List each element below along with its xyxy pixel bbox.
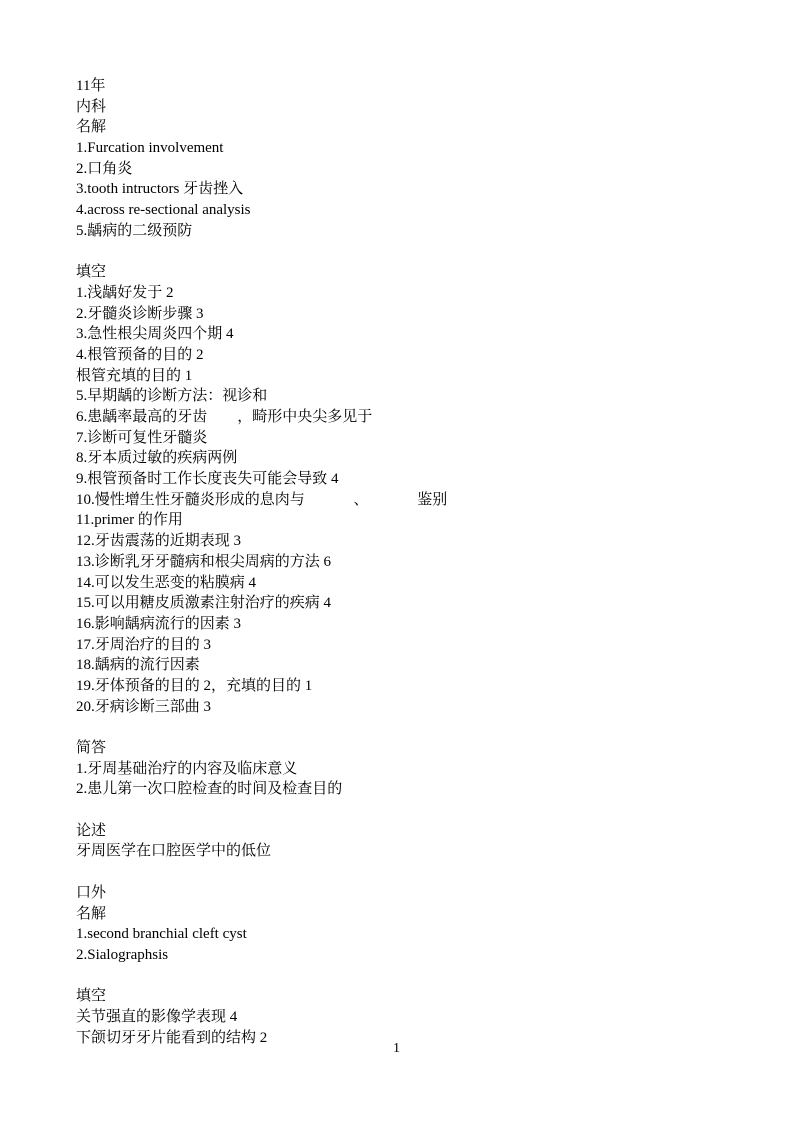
text-line: 5.龋病的二级预防 bbox=[76, 222, 193, 239]
text-line: 名解 bbox=[76, 905, 107, 922]
section bbox=[76, 262, 447, 717]
document-body bbox=[76, 76, 447, 1048]
text-line: 13.诊断乳牙牙髓病和根尖周病的方法 6 bbox=[76, 553, 332, 570]
section bbox=[76, 738, 447, 800]
text-line: 关节强直的影像学表现 4 bbox=[76, 1008, 238, 1025]
text-line: 3.急性根尖周炎四个期 4 bbox=[76, 326, 234, 343]
text-line: 牙周医学在口腔医学中的低位 bbox=[76, 843, 272, 860]
text-line: 17.牙周治疗的目的 3 bbox=[76, 636, 212, 653]
blank-line bbox=[76, 800, 447, 821]
section-heading: 论述 bbox=[76, 822, 107, 839]
section-heading: 填空 bbox=[76, 264, 107, 281]
text-line: 名解 bbox=[76, 119, 107, 136]
text-line: 16.影响龋病流行的因素 3 bbox=[76, 615, 242, 632]
text-line: 内科 bbox=[76, 98, 107, 115]
text-line: 3.tooth intructors 牙齿挫入 bbox=[76, 181, 244, 198]
text-line: 2.患儿第一次口腔检查的时间及检查目的 bbox=[76, 781, 343, 798]
section bbox=[76, 821, 447, 862]
text-line: 根管充填的目的 1 bbox=[76, 367, 193, 384]
text-line: 9.根管预备时工作长度丧失可能会导致 4 bbox=[76, 471, 339, 488]
text-line: 2.口角炎 bbox=[76, 160, 133, 177]
text-line: 18.龋病的流行因素 bbox=[76, 657, 200, 674]
page-number: 1 bbox=[393, 1041, 400, 1056]
blank-line bbox=[76, 862, 447, 883]
section-heading: 简答 bbox=[76, 740, 107, 756]
text-line: 20.牙病诊断三部曲 3 bbox=[76, 698, 212, 715]
section bbox=[76, 986, 447, 1048]
text-line: 19.牙体预备的目的 2，充填的目的 1 bbox=[76, 677, 313, 694]
section-heading: 11年 bbox=[76, 78, 106, 94]
text-line: 10.慢性增生性牙髓炎形成的息肉与 、 鉴别 bbox=[76, 491, 448, 508]
section-heading: 填空 bbox=[76, 988, 107, 1005]
text-line: 1.second branchial cleft cyst bbox=[76, 926, 247, 943]
text-line: 4.across re-sectional analysis bbox=[76, 202, 251, 219]
blank-line bbox=[76, 717, 447, 738]
text-line: 1.Furcation involvement bbox=[76, 140, 224, 157]
text-line: 15.可以用糖皮质激素注射治疗的疾病 4 bbox=[76, 595, 332, 612]
section-heading: 口外 bbox=[76, 884, 107, 901]
text-line: 1.牙周基础治疗的内容及临床意义 bbox=[76, 760, 298, 777]
text-line: 14.可以发生恶变的粘膜病 4 bbox=[76, 574, 257, 591]
text-line: 2.牙髓炎诊断步骤 3 bbox=[76, 305, 204, 322]
blank-line bbox=[76, 966, 447, 987]
text-line: 4.根管预备的目的 2 bbox=[76, 346, 204, 363]
text-line: 6.患龋率最高的牙齿 ，畸形中央尖多见于 bbox=[76, 409, 373, 425]
text-line: 11.primer 的作用 bbox=[76, 512, 183, 529]
section bbox=[76, 76, 447, 242]
text-line: 5.早期龋的诊断方法：视诊和 bbox=[76, 388, 268, 405]
text-line: 12.牙齿震荡的近期表现 3 bbox=[76, 533, 242, 550]
text-line: 8.牙本质过敏的疾病两例 bbox=[76, 450, 238, 467]
text-line: 2.Sialographsis bbox=[76, 946, 169, 963]
text-line: 下颌切牙牙片能看到的结构 2 bbox=[76, 1029, 268, 1046]
text-line: 7.诊断可复性牙髓炎 bbox=[76, 429, 208, 446]
section bbox=[76, 883, 447, 966]
blank-line bbox=[76, 242, 447, 263]
text-line: 1.浅龋好发于 2 bbox=[76, 284, 174, 301]
